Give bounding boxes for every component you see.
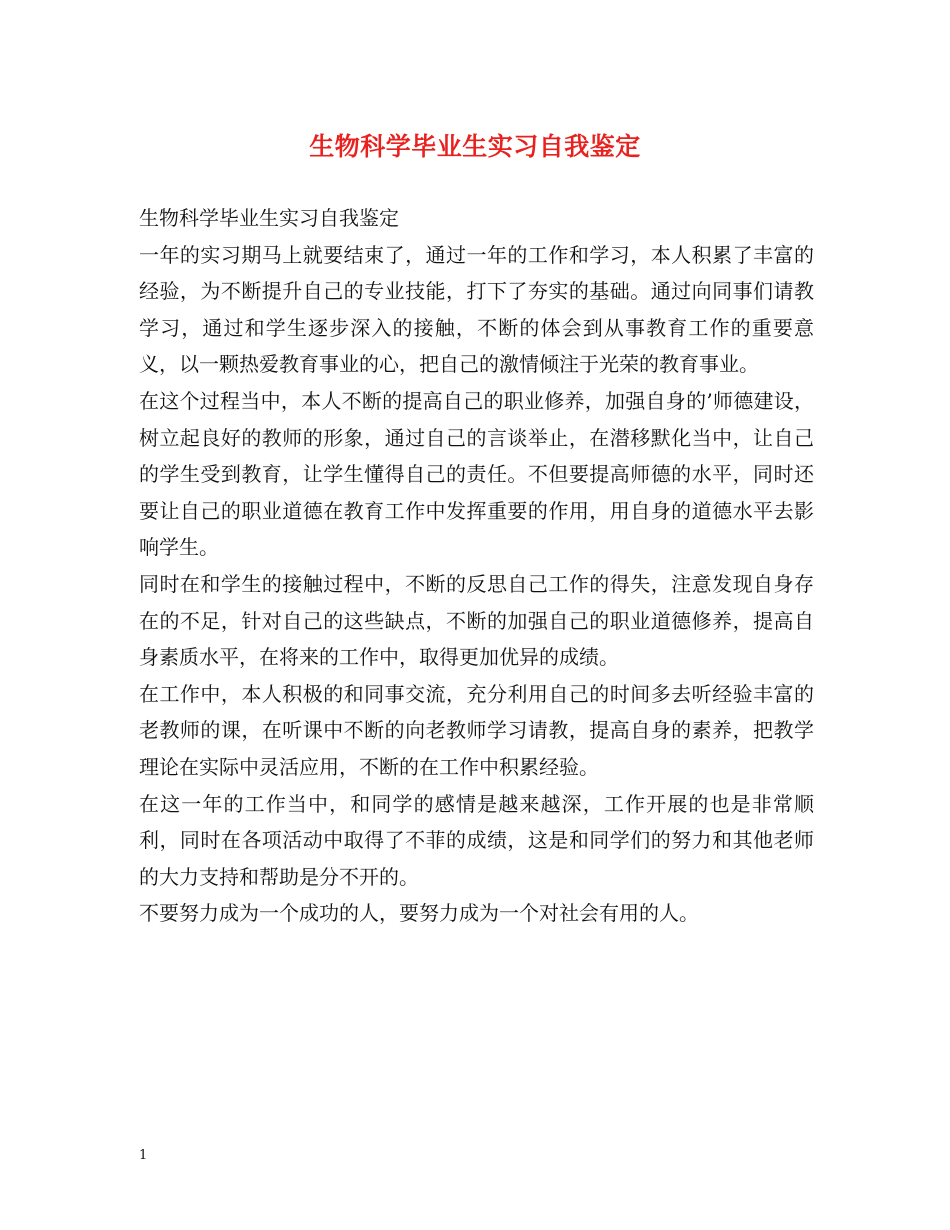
document-title: 生物科学毕业生实习自我鉴定 xyxy=(309,132,641,161)
document-body xyxy=(139,200,814,932)
paragraph-6: 不要努力成为一个成功的人，要努力成为一个对社会有用的人。 xyxy=(139,901,699,926)
paragraph-2: 在这个过程当中，本人不断的提高自己的职业修养，加强自身的’师德建设，树立起良好的教师的形象，通过自己的言谈举止，在潜移默化当中，让自己的学生受到教育，让学生懂得自己的责任。不但要提高师德的水平，同时还要让自己的职业道德在教育工作中发挥重要的作用，用自身的道德水平去影响学生。 xyxy=(139,388,814,560)
paragraph-heading: 生物科学毕业生实习自我鉴定 xyxy=(139,206,399,230)
page-number: 1 xyxy=(139,1148,148,1163)
paragraph-4: 在工作中，本人积极的和同事交流，充分利用自己的时间多去听经验丰富的老教师的课，在听课中不断的向老教师学习请教，提高自身的素养，把教学理论在实际中灵活应用，不断的在工作中积累经验。 xyxy=(139,681,814,779)
paragraph-3: 同时在和学生的接触过程中，不断的反思自己工作的得失，注意发现自身存在的不足，针对自己的这些缺点，不断的加强自己的职业道德修养，提高自身素质水平，在将来的工作中，取得更加优异的成绩。 xyxy=(139,571,814,670)
paragraph-1: 一年的实习期马上就要结束了，通过一年的工作和学习，本人积累了丰富的经验，为不断提升自己的专业技能，打下了夯实的基础。通过向同事们请教学习，通过和学生逐步深入的接触，不断的体会到从事教育工作的重要意义，以一颗热爱教育事业的心，把自己的激情倾注于光荣的教育事业。 xyxy=(139,242,814,377)
paragraph-5: 在这一年的工作当中，和同学的感情是越来越深，工作开展的也是非常顺利，同时在各项活动中取得了不菲的成绩，这是和同学们的努力和其他老师的大力支持和帮助是分不开的。 xyxy=(139,791,814,889)
